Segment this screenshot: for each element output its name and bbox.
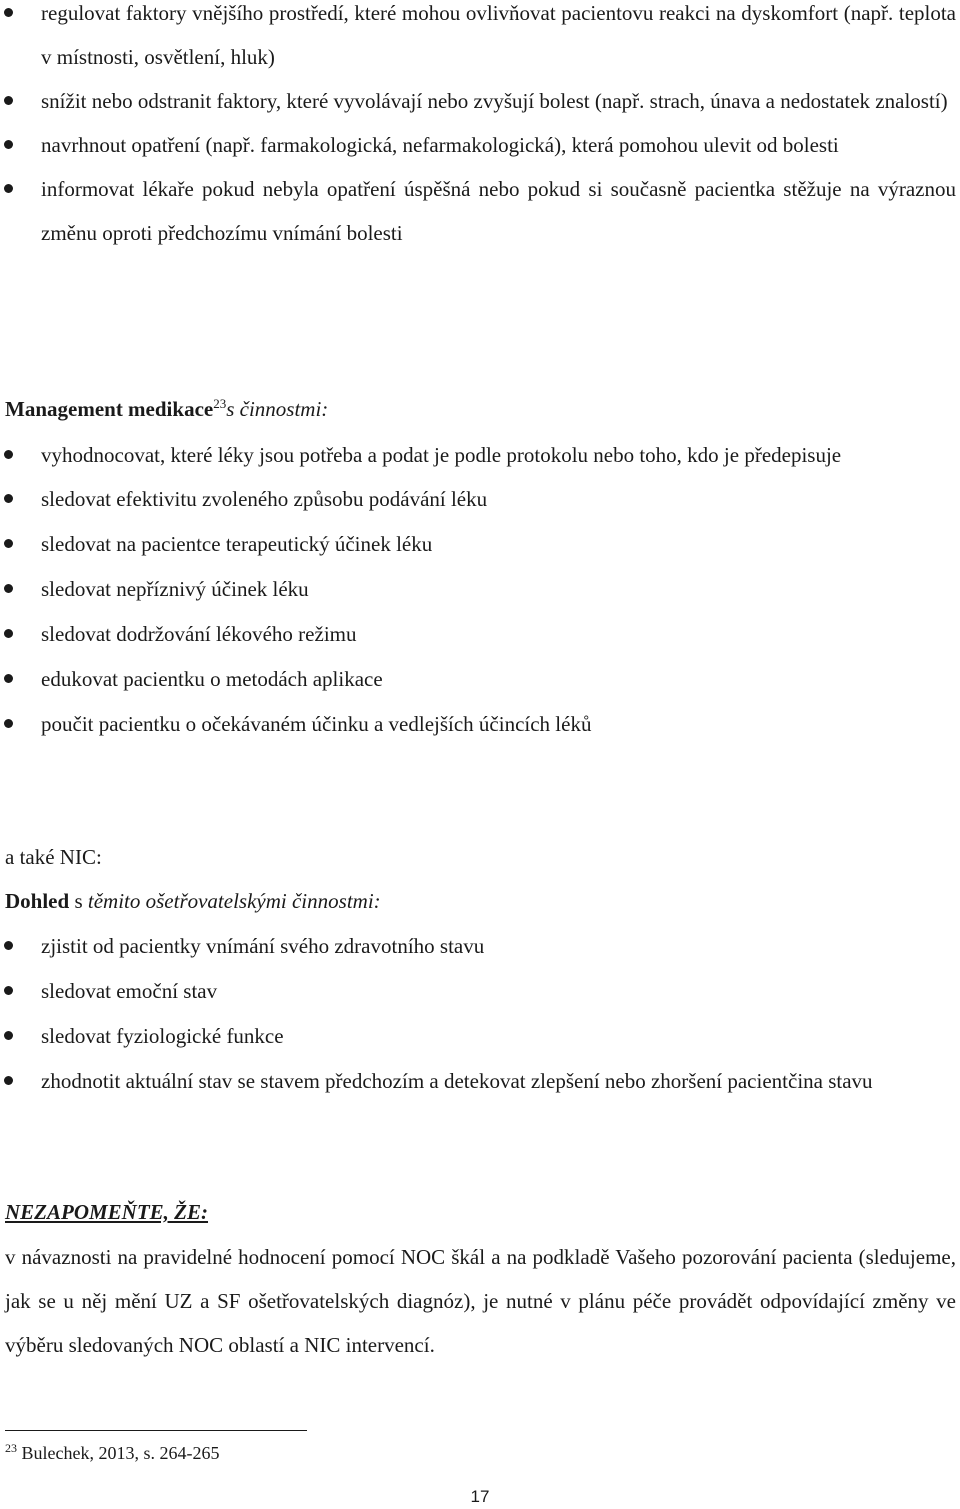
list-item: navrhnout opatření (např. farmakologická, nefarmakologická), která pomohou ulevit od bolesti [0,123,960,167]
list-item: edukovat pacientku o metodách aplikace [0,657,960,702]
bullet-list-supervision [0,924,960,1103]
list-item: sledovat efektivitu zvoleného způsobu podávání léku [0,477,960,522]
management-subtitle: s činnostmi: [226,397,329,421]
footnote-divider [5,1430,307,1431]
list-item: zjistit od pacientky vnímání svého zdravotního stavu [0,924,960,969]
footnote-number: 23 [5,1441,17,1455]
list-item: regulovat faktory vnějšího prostředí, které mohou ovlivňovat pacientovu reakci na dyskomfort (např. teplota v místnosti, osvětlení, hluk) [0,0,960,79]
list-item: poučit pacientku o očekávaném účinku a vedlejších účincích léků [0,702,960,747]
list-item: sledovat dodržování lékového režimu [0,612,960,657]
footnote [5,1443,219,1464]
footnote-text: Bulechek, 2013, s. 264-265 [21,1443,220,1463]
dohled-title: Dohled [5,889,70,913]
bullet-list-pain [0,0,960,255]
list-item: snížit nebo odstranit faktory, které vyvolávají nebo zvyšují bolest (např. strach, únava a nedostatek znalostí) [0,79,960,123]
note-title: NEZAPOMEŇTE, ŽE: [5,1200,209,1224]
list-item: sledovat fyziologické funkce [0,1014,960,1059]
also-nic-label: a také NIC: [5,845,102,869]
list-item: vyhodnocovat, které léky jsou potřeba a podat je podle protokolu nebo toho, kdo je předepisuje [0,433,960,477]
list-item: sledovat nepříznivý účinek léku [0,567,960,612]
dohled-heading [0,879,381,923]
page-number: 17 [470,1487,490,1506]
dohled-subtitle: těmito ošetřovatelskými činnostmi: [87,889,381,913]
bullet-list-medication [0,433,960,747]
list-item: informovat lékaře pokud nebyla opatření úspěšná nebo pokud si současně pacientka stěžuje na výraznou změnu oproti předchozímu vnímání bolesti [0,167,960,255]
note-paragraph: v návaznosti na pravidelné hodnocení pomocí NOC škál a na podkladě Vašeho pozorování pacienta (sledujeme, jak se u něj mění UZ a SF ošetřovatelských diagnóz), je nutné v plánu péče provádět odpovídající změny ve výběru sledovaných NOC oblastí a NIC intervencí. [5,1245,956,1357]
list-item: sledovat emoční stav [0,969,960,1014]
list-item: zhodnotit aktuální stav se stavem předchozím a detekovat zlepšení nebo zhoršení pacientčina stavu [0,1059,960,1103]
note-heading [0,1190,208,1234]
management-heading [0,387,960,431]
dohled-s: s [74,889,83,913]
footnote-ref: 23 [213,396,227,411]
management-title: Management medikace [5,397,214,421]
list-item: sledovat na pacientce terapeutický účinek léku [0,522,960,567]
